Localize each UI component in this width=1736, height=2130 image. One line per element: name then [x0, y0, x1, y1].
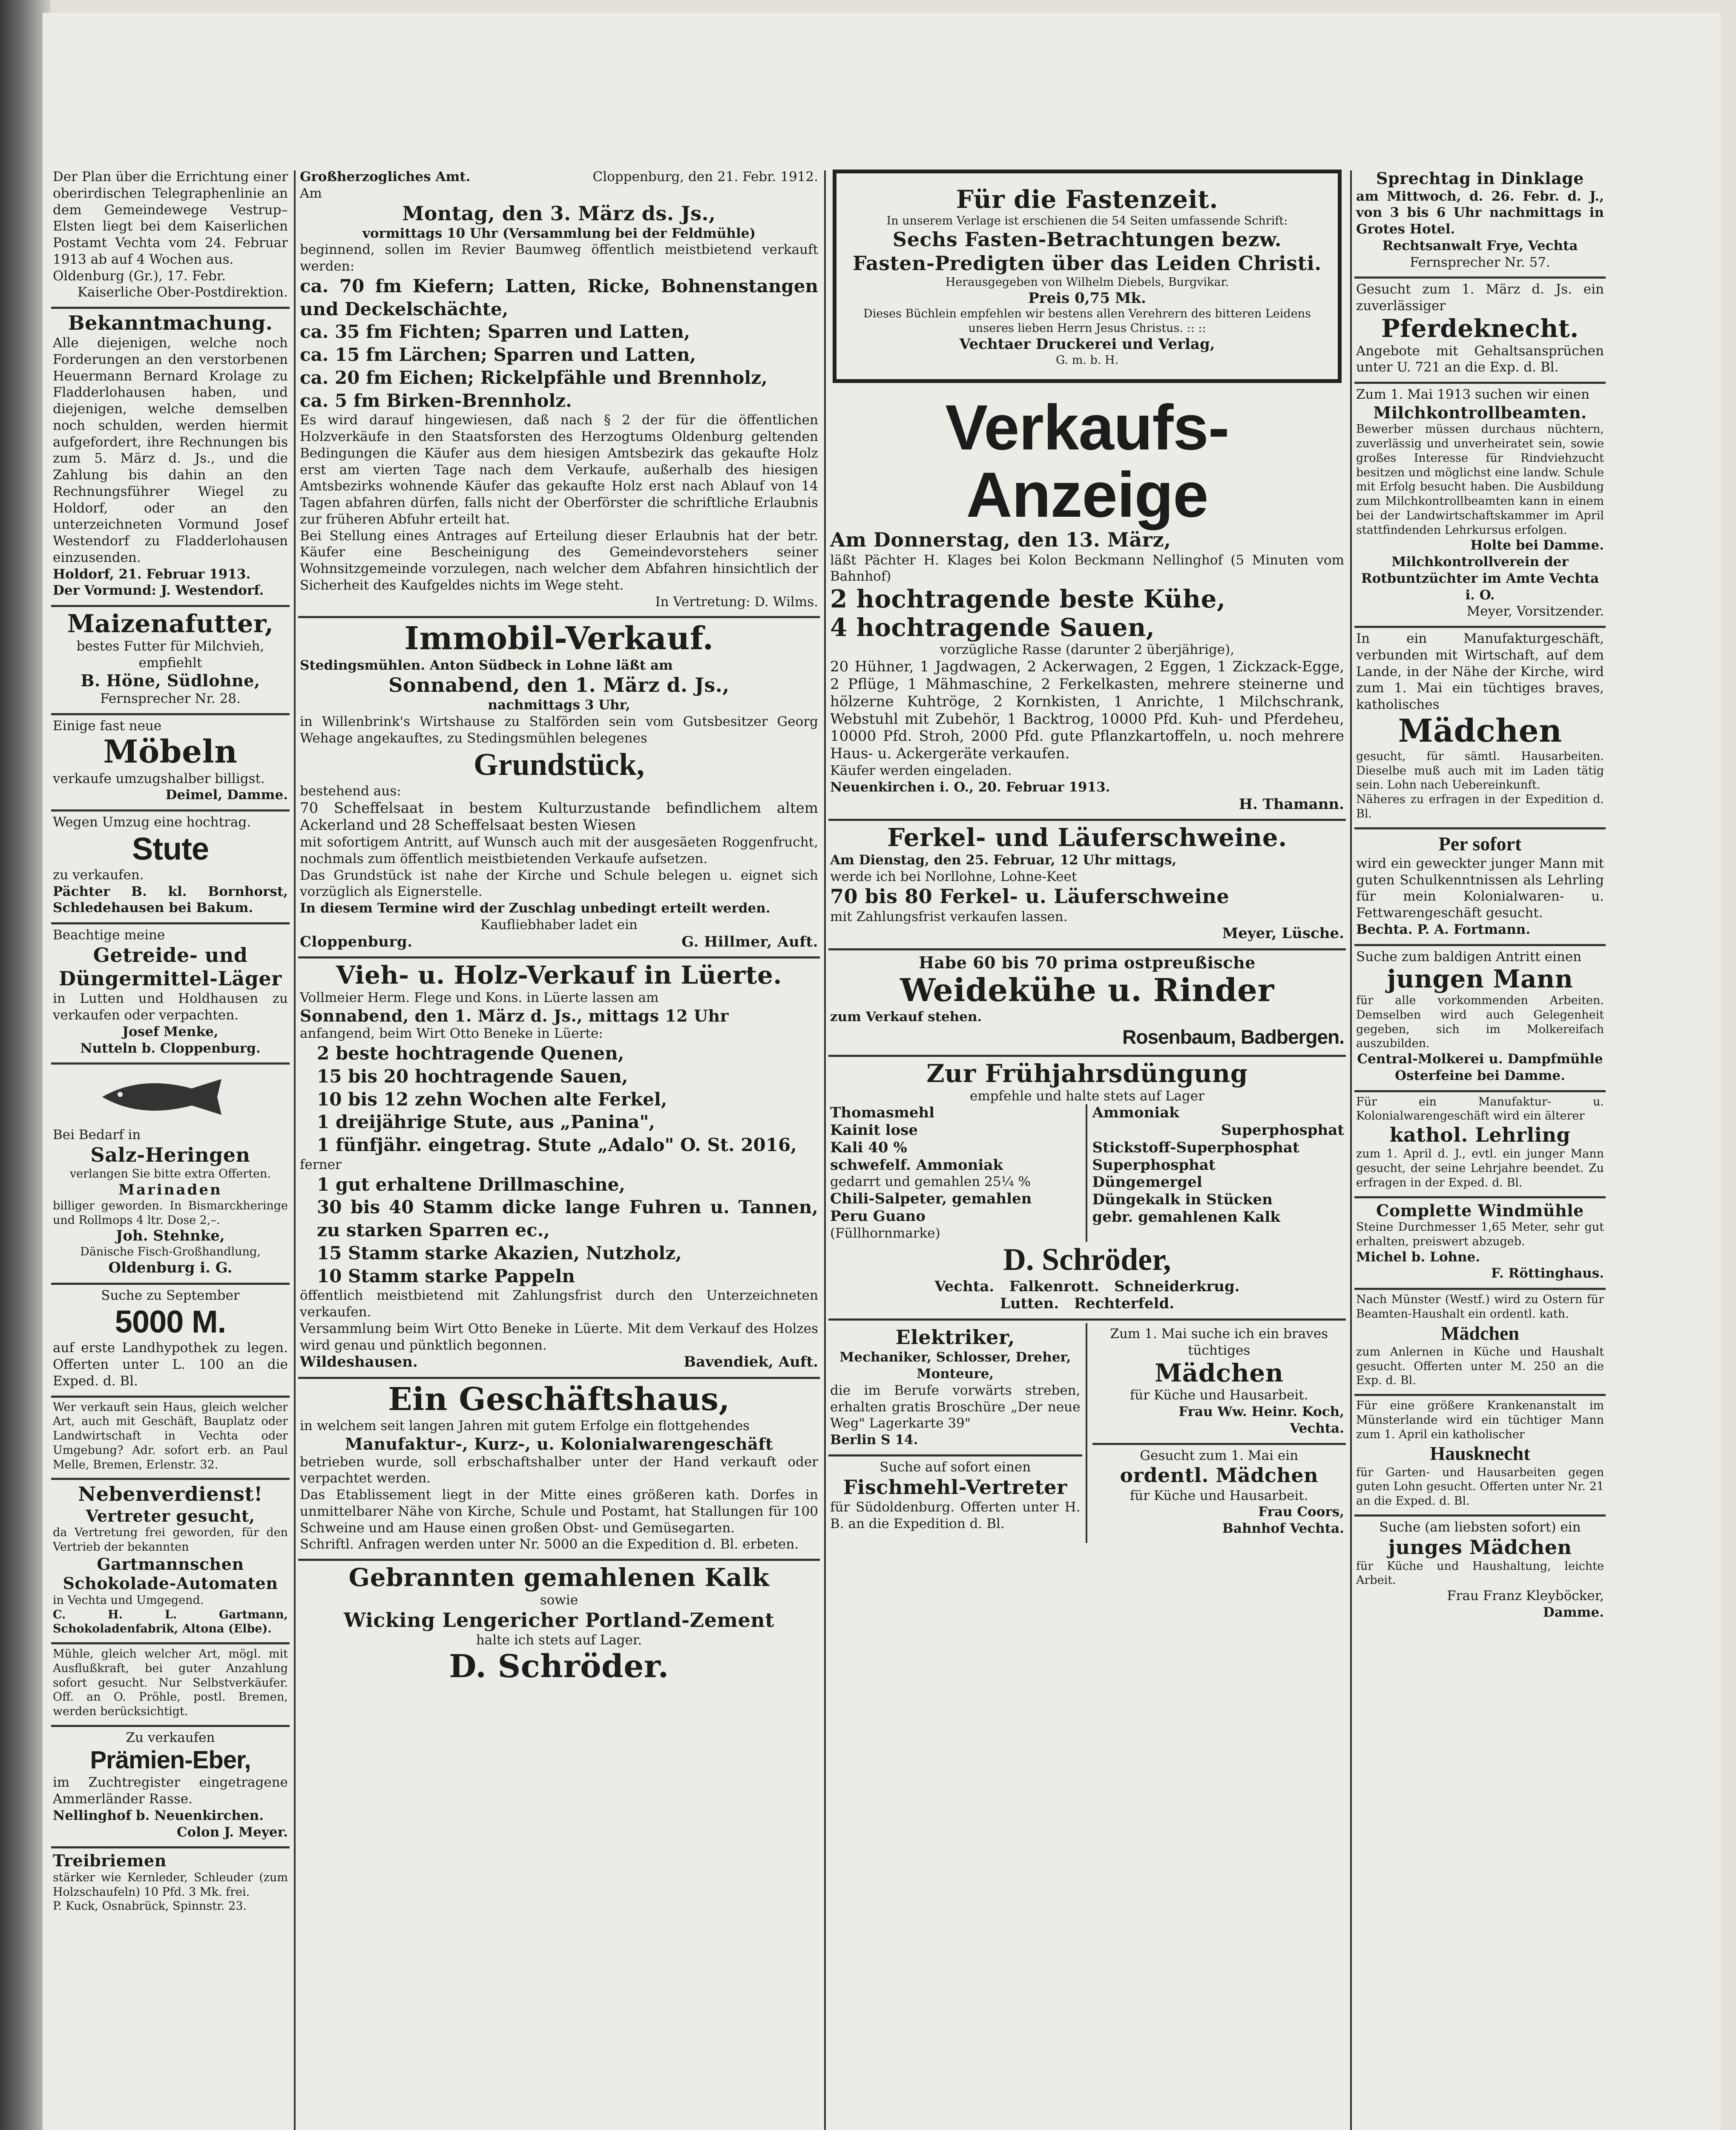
- ad-text: läßt Pächter H. Klages bei Kolon Beckmann Nellinghof (5 Minuten vom Bahnhof): [830, 552, 1344, 584]
- ad-sprechtag: [1354, 166, 1606, 279]
- ad-title: Sprechtag in Dinklage: [1376, 169, 1584, 188]
- ad-time: nachmittags 3 Uhr,: [488, 697, 630, 713]
- list-item: Düngemergel: [1092, 1174, 1202, 1191]
- ad-text: Dieses Büchlein empfehlen wir bestens allen Verehrern des bitteren Leidens unseres lieben Herrn Jesus Christus. :: ::: [863, 307, 1311, 335]
- ad-signature: H. Thamann.: [1239, 795, 1344, 813]
- ad-text: betrieben wurde, soll erbschaftshalber unter der Hand verkauft oder verpachtet werden.: [300, 1454, 818, 1486]
- ad-text: sowie: [540, 1592, 578, 1608]
- ad-money: [51, 1285, 290, 1398]
- ad-firm: Joh. Stehnke,: [116, 1227, 225, 1245]
- ad-pre: Gesucht zum 1. Mai ein: [1140, 1448, 1299, 1463]
- ad-fastenzeit: [833, 170, 1342, 383]
- ad-day: Am Donnerstag, den 13. März,: [830, 528, 1171, 552]
- ad-text: in welchem seit langen Jahren mit gutem Erfolge ein flottgehendes: [300, 1418, 750, 1434]
- ad-title: Zur Frühjahrsdüngung: [926, 1059, 1248, 1088]
- ad-place: Oldenburg i. G.: [108, 1259, 233, 1276]
- fertilizer-list: [830, 1104, 1344, 1241]
- ad-place: Oldenburg (Gr.), 17. Febr.: [53, 268, 226, 284]
- ad-haus: [51, 1398, 290, 1480]
- ad-day: Sonnabend, den 1. März d. Js., mittags 12 Uhr: [300, 1006, 729, 1025]
- ad-editor: Herausgegeben von Wilhelm Diebels, Burgvikar.: [945, 275, 1229, 289]
- ad-junges-maedchen: [1354, 1517, 1606, 1627]
- ad-places: Lutten. Rechterfeld.: [1000, 1295, 1175, 1313]
- ad-title: Für die Fastenzeit.: [956, 185, 1219, 214]
- column-2: [298, 166, 820, 2130]
- ad-text: anfangend, beim Wirt Otto Beneke in Lüerte:: [300, 1026, 603, 1042]
- ad-name: Colon J. Meyer.: [176, 1824, 288, 1840]
- ad-name: Josef Menke,: [122, 1024, 218, 1039]
- ad-weidekuehe: [828, 950, 1346, 1057]
- ad-text: vorzügliche Rasse (darunter 2 überjährige),: [940, 642, 1235, 658]
- ad-text: für Küche und Haushaltung, leichte Arbeit.: [1356, 1559, 1604, 1587]
- column-rule: [824, 170, 826, 2130]
- list-item: Peru Guano: [830, 1208, 925, 1225]
- ad-phone: Fernsprecher Nr. 57.: [1410, 254, 1550, 270]
- ad-heringe: [51, 1065, 290, 1284]
- ad-date: Holdorf, 21. Februar 1913.: [53, 566, 251, 582]
- ad-title: Verkaufs-Anzeige: [945, 391, 1229, 530]
- list-item: gedarrt und gemahlen 25¼ %: [830, 1174, 1031, 1190]
- ad-verkaufs-anzeige: [828, 391, 1346, 821]
- ad-moebeln: [51, 715, 290, 812]
- ad-title: Ferkel- und Läuferschweine.: [887, 823, 1287, 852]
- ad-place: Damme.: [1543, 1604, 1604, 1620]
- ad-subtitle: Vertreter gesucht,: [86, 1506, 255, 1526]
- ad-text: für Südoldenburg. Offerten unter H. B. an die Expedition d. Bl.: [830, 1499, 1081, 1531]
- ad-subtitle: Marinaden: [118, 1181, 222, 1198]
- list-item: 15 Stamm starke Akazien, Nutzholz,: [317, 1242, 682, 1264]
- ad-text: werde ich bei Norllohne, Lohne-Keet: [830, 869, 1077, 884]
- ad-title: Complette Windmühle: [1376, 1200, 1584, 1220]
- ad-time: vormittags 10 Uhr (Versammlung bei der Feldmühle): [362, 225, 756, 241]
- fertilizer-list-left: [830, 1104, 1082, 1241]
- ad-text: die im Berufe vorwärts streben, erhalten gratis Broschüre „Der neue Weg" Lagerkarte 39": [830, 1382, 1081, 1431]
- small-ads-left: [828, 1323, 1082, 1543]
- list-item: schwefelf. Ammoniak: [830, 1156, 1003, 1174]
- ad-title: jungen Mann: [1387, 964, 1573, 994]
- ad-text: empfehle und halte stets auf Lager: [970, 1088, 1204, 1104]
- ad-title: Pferdeknecht.: [1381, 314, 1579, 343]
- ad-subtitle: Mechaniker, Schlosser, Dreher, Monteure,: [839, 1350, 1071, 1382]
- ad-firm-desc: Dänische Fisch-Großhandlung,: [80, 1245, 261, 1259]
- ad-ordentl-maedchen: [1092, 1445, 1346, 1543]
- ad-lierte: [298, 958, 820, 1379]
- ad-pre: Suche auf sofort einen: [879, 1459, 1031, 1475]
- ad-text: verlangen Sie bitte extra Offerten.: [69, 1167, 271, 1181]
- ad-text: auf erste Landhypothek zu legen. Offerten unter L. 100 an die Exped. d. Bl.: [53, 1340, 288, 1389]
- ad-product: Wicking Lengericher Portland-Zement: [344, 1608, 774, 1632]
- ad-title: Möbeln: [103, 734, 238, 771]
- list-item: (Füllhornmarke): [830, 1225, 940, 1241]
- list-item: ca. 5 fm Birken-Brennholz.: [300, 390, 572, 411]
- list-item: Superphosphat: [1092, 1156, 1216, 1174]
- ad-title: Weidekühe u. Rinder: [900, 972, 1274, 1009]
- small-ads-row: [828, 1321, 1346, 1543]
- ad-geschaeftshaus: [298, 1379, 820, 1561]
- ad-title: Nebenverdienst!: [78, 1482, 263, 1506]
- ad-intro: Stedingsmühlen. Anton Südbeck in Lohne läßt am: [300, 657, 673, 673]
- ad-text: bestes Futter für Milchvieh, empfiehlt: [76, 638, 264, 671]
- ad-text: Am: [300, 185, 322, 201]
- ad-title: junges Mädchen: [1388, 1535, 1572, 1559]
- ad-pre: Bei Bedarf in: [53, 1127, 141, 1143]
- ad-name: D. Schröder.: [449, 1648, 669, 1685]
- ad-pre: Habe 60 bis 70 prima ostpreußische: [919, 953, 1256, 973]
- ad-maizena: [51, 607, 290, 715]
- ad-kalk: [298, 1561, 820, 1690]
- ad-title: Elektriker,: [895, 1326, 1015, 1349]
- ad-elektriker: [828, 1323, 1082, 1456]
- ad-junger-mann: [1354, 946, 1606, 1092]
- ad-text: Bei Stellung eines Antrages auf Erteilung dieser Erlaubnis hat der betr. Käufer eine Bescheinigung des Gemeindevorstehers seiner Wohnsitzgemeinde vorzulegen, nach welcher dem Abfahren hinsichtlich der Sicherheit des Kaufgeldes nichts im Wege steht.: [300, 528, 818, 593]
- ad-big-line: 4 hochtragende Sauen,: [830, 613, 1155, 642]
- ad-text: Der Plan über die Errichtung einer oberirdischen Telegraphenlinie an dem Gemeindewege Vestrup–Elsten liegt bei dem Kaiserlichen Postamt Vechta vom 24. Februar 1913 ab auf 4 Wochen aus.: [53, 169, 288, 267]
- ad-milchkontroll: [1354, 384, 1606, 628]
- ad-text: für alle vorkommenden Arbeiten. Demselben wird auch Gelegenheit gegeben, sich im Molkereifach auszubilden.: [1356, 994, 1604, 1051]
- fish-icon: [94, 1071, 247, 1123]
- ad-text: Nach Münster (Westf.) wird zu Ostern für Beamten-Haushalt ein ordentl. kath.: [1356, 1293, 1604, 1321]
- ad-name: F. Röttinghaus.: [1491, 1266, 1604, 1281]
- ad-title: Gebrannten gemahlenen Kalk: [348, 1563, 770, 1592]
- ad-pferdeknecht: [1354, 279, 1606, 384]
- ad-pre: Zu verkaufen: [126, 1730, 215, 1745]
- ad-place: Holte bei Damme.: [1470, 538, 1604, 553]
- ad-pre: Beachtige meine: [53, 927, 165, 943]
- ad-text: Näheres zu erfragen in der Expedition d. Bl.: [1356, 793, 1604, 820]
- column-4: [1354, 166, 1606, 2130]
- ad-place: Vechta.: [1290, 1420, 1344, 1436]
- ad-title: Stute: [132, 831, 209, 866]
- list-item: 10 Stamm starke Pappeln: [317, 1265, 575, 1287]
- ad-text: öffentlich meistbietend mit Zahlungsfrist durch den Unterzeichneten verkaufen.: [300, 1288, 818, 1320]
- ad-text: In ein Manufakturgeschäft, verbunden mit Wirtschaft, auf dem Lande, in der Nähe der Kirche, wird zum 1. Mai ein tüchtiges braves, katholisches: [1356, 631, 1604, 713]
- ad-title: Per sofort: [1438, 832, 1522, 855]
- small-ads-right: [1086, 1323, 1346, 1543]
- ad-firm-form: G. m. b. H.: [1055, 353, 1119, 367]
- ad-nebenverdienst: [51, 1480, 290, 1644]
- ad-place: Wildeshausen.: [300, 1353, 418, 1371]
- list-item: Ammoniak: [1092, 1104, 1179, 1122]
- ad-duengung: [828, 1057, 1346, 1321]
- ad-text: ferner: [300, 1157, 342, 1172]
- ad-title: Treibriemen: [53, 1851, 167, 1871]
- ad-text: billiger geworden. In Bismarckheringe und Rollmops 4 ltr. Dose 2,–.: [53, 1199, 288, 1227]
- ad-place: Michel b. Lohne.: [1356, 1249, 1480, 1265]
- ad-title: Hausknecht: [1430, 1442, 1530, 1465]
- ad-title: Getreide- und Düngermittel-Läger: [59, 943, 282, 990]
- ad-title: Maizenafutter,: [67, 609, 274, 639]
- ad-windmuehle: [1354, 1198, 1606, 1290]
- ad-ferkel: [828, 821, 1346, 950]
- fertilizer-list-right: [1086, 1104, 1345, 1241]
- ad-hausknecht: [1354, 1396, 1606, 1517]
- ad-title: Ein Geschäftshaus,: [388, 1381, 730, 1418]
- ad-head: Großherzogliches Amt.: [300, 169, 471, 184]
- ad-stute: [51, 812, 290, 924]
- ad-places: Vechta. Falkenrott. Schneiderkrug.: [934, 1278, 1240, 1295]
- ad-place: Bahnhof Vechta.: [1222, 1521, 1344, 1537]
- ad-title: Fischmehl-Vertreter: [843, 1475, 1067, 1499]
- ad-per-sofort: [1354, 829, 1606, 946]
- ad-title: Salz-Heringen: [90, 1143, 250, 1167]
- livestock-list: [300, 1042, 818, 1157]
- list-item: Kainit lose: [830, 1122, 918, 1139]
- ad-place: Nellinghof b. Neuenkirchen.: [53, 1808, 264, 1823]
- ad-telegraph-plan: [51, 166, 290, 309]
- ad-text: gesucht, für sämtl. Hausarbeiten. Dieselbe muß auch mit im Laden tätig sein. Lohn nach Uebereinkunft.: [1356, 749, 1604, 792]
- ad-pre: Gesucht zum 1. März d. Js. ein zuverlässiger: [1356, 282, 1604, 314]
- ad-book: Sechs Fasten-Betrachtungen bezw. Fasten-Predigten über das Leiden Christi.: [853, 228, 1322, 275]
- ad-amount: 5000 M.: [115, 1304, 226, 1340]
- ad-day: Montag, den 3. März ds. Js.,: [402, 201, 716, 225]
- column-rule: [294, 170, 296, 2130]
- ad-name: Frau Franz Kleyböcker,: [1447, 1588, 1604, 1604]
- ad-bekanntmachung: [51, 309, 290, 607]
- wood-list: [300, 275, 818, 412]
- ad-eber: [51, 1727, 290, 1848]
- ad-firm: Vechtaer Druckerei und Verlag,: [959, 335, 1215, 353]
- ad-title: Prämien-Eber,: [90, 1746, 251, 1774]
- ad-text: in Vechta und Umgegend.: [53, 1593, 204, 1607]
- ad-detail: 70 Scheffelsaat in bestem Kulturzustande befindlichem altem Ackerland und 28 Scheffelsaat besten Wiesen: [300, 799, 818, 834]
- ad-pre: Zum 1. Mai 1913 suchen wir einen: [1356, 387, 1589, 403]
- list-item: 1 fünfjähr. eingetrag. Stute „Adalo" O. St. 2016,: [317, 1134, 797, 1156]
- ad-text: Wer verkauft sein Haus, gleich welcher Art, auch mit Geschäft, Bauplatz oder Landwirtschaft in Vechta oder Umgebung? Adr. sofort erb. an Paul Melle, Bremen, Erlenstr. 32.: [53, 1400, 288, 1471]
- ad-title: Mädchen: [1398, 712, 1562, 749]
- ad-title: Milchkontrollbeamten.: [1373, 403, 1587, 422]
- ad-signature: Bavendiek, Auft.: [684, 1353, 818, 1371]
- ad-text: stärker wie Kernleder, Schleuder (zum Holzschaufeln) 10 Pfd. 3 Mk. frei.: [53, 1871, 288, 1899]
- ad-text: Alle diejenigen, welche noch Forderungen an den verstorbenen Heuermann Bernard Krolage zu Fladderlohausen haben, und diejenigen, welche demselben noch schulden, werden hiermit aufgefordert, ihre Rechnungen bis zum 5. März d. Js., und die Zahlung bis dahin an den Rechnungsführer Wiegel zu Holdorf, oder an den unterzeichneten Vormund Josef Westendorf zu Fladderlohausen einzusenden.: [53, 335, 288, 565]
- ad-signature: Central-Molkerei u. Dampfmühle Osterfeine bei Damme.: [1357, 1051, 1603, 1083]
- ad-phone: Fernsprecher Nr. 28.: [100, 691, 241, 706]
- ad-intro: In unserem Verlage ist erschienen die 54 Seiten umfassende Schrift:: [886, 214, 1288, 227]
- ad-place: Berlin S 14.: [830, 1432, 918, 1448]
- ad-text: in Lutten und Holdhausen zu verkaufen oder verpachten.: [53, 991, 288, 1023]
- list-item: Chili-Salpeter, gemahlen: [830, 1190, 1032, 1208]
- ad-signature: G. Hillmer, Auft.: [681, 933, 818, 950]
- ad-place: Cloppenburg.: [300, 933, 413, 950]
- ad-text: mit sofortigem Antritt, auf Wunsch auch mit der ausgesäeten Roggenfrucht, nochmals zum öffentlich meistbietenden Verkaufe aufsetzen.: [300, 835, 818, 866]
- ad-text: Das Etablissement liegt in der Mitte eines größeren kath. Dorfes in unmittelbarer Nähe von Kirche, Schule und Postamt, hat Stallungen für 100 Schweine und am Hause einen großen Obst- und Gemüsegarten.: [300, 1487, 818, 1536]
- ad-bold: In diesem Termine wird der Zuschlag unbedingt erteilt werden.: [300, 901, 770, 916]
- ad-name: Frau Coors,: [1258, 1504, 1344, 1520]
- ad-date: Cloppenburg, den 21. Febr. 1912.: [592, 169, 818, 184]
- ad-text: im Zuchtregister eingetragene Ammerländer Rasse.: [53, 1775, 288, 1807]
- ad-place: Nutteln b. Cloppenburg.: [80, 1040, 261, 1056]
- list-item: ca. 15 fm Lärchen; Sparren und Latten,: [300, 344, 696, 366]
- column-3: [828, 166, 1346, 2130]
- list-item: gebr. gemahlenen Kalk: [1092, 1209, 1280, 1226]
- ad-branch: Manufaktur-, Kurz-, u. Kolonialwarengeschäft: [345, 1434, 773, 1454]
- ad-sender: Kaiserliche Ober-Postdirektion.: [77, 285, 288, 300]
- wood-list: [300, 1173, 818, 1288]
- ad-fischmehl: [828, 1456, 1082, 1538]
- list-item: ca. 70 fm Kiefern; Latten, Ricke, Bohnenstangen und Deckelschächte,: [300, 275, 818, 320]
- ad-text: Schriftl. Anfragen werden unter Nr. 5000 an die Expedition d. Bl. erbeten.: [300, 1537, 799, 1552]
- ad-pre: Zum 1. Mai suche ich ein braves tüchtiges: [1110, 1326, 1328, 1358]
- ad-title: kathol. Lehrling: [1389, 1123, 1571, 1147]
- ad-pre: Für ein Manufaktur- u. Kolonialwarengeschäft wird ein älterer: [1356, 1095, 1604, 1123]
- ad-text: zu verkaufen.: [53, 867, 144, 883]
- ad-signature: Meyer, Lüsche.: [1222, 925, 1344, 942]
- ad-lager: [51, 924, 290, 1065]
- ad-muenster: [1354, 1290, 1606, 1396]
- list-item: ca. 20 fm Eichen; Rickelpfähle und Brennholz,: [300, 367, 767, 388]
- ad-signature: Der Vormund: J. Westendorf.: [53, 583, 264, 599]
- ad-org: Milchkontrollverein der Rotbuntzüchter im Amte Vechta i. O.: [1361, 554, 1599, 603]
- ad-signature: In Vertretung: D. Wilms.: [655, 594, 818, 610]
- list-item: 1 dreijährige Stute, aus „Panina",: [317, 1111, 655, 1133]
- ad-big-line: 2 hochtragende beste Kühe,: [830, 584, 1226, 614]
- ad-text: für Küche und Hausarbeit.: [1130, 1488, 1308, 1503]
- ad-text: Für eine größere Krankenanstalt im Münsterlande wird ein tüchtiger Mann zum 1. April ein katholischer: [1356, 1399, 1604, 1441]
- ad-product: Gartmannschen Schokolade-Automaten: [63, 1554, 278, 1593]
- ad-big-line: 70 bis 80 Ferkel- u. Läuferschweine: [830, 885, 1230, 908]
- ad-text: halte ich stets auf Lager.: [476, 1632, 642, 1648]
- ad-text: in Willenbrink's Wirtshause zu Stalförden sein vom Gutsbesitzer Georg Wehage angekauftes, zu Stedingsmühlen belegenes: [300, 714, 818, 746]
- ad-pre: Suche zu September: [101, 1287, 240, 1303]
- ad-pre: Einige fast neue: [53, 718, 162, 734]
- ad-text: Kaufliebhaber ladet ein: [480, 917, 638, 933]
- ad-text: zum Verkauf stehen.: [830, 1009, 982, 1025]
- list-item: Düngekalk in Stücken: [1092, 1191, 1273, 1209]
- list-item: Stickstoff-Superphosphat: [1092, 1139, 1299, 1156]
- ad-price: Preis 0,75 Mk.: [1028, 289, 1146, 307]
- ad-day: Am Dienstag, den 25. Februar, 12 Uhr mittags,: [830, 852, 1177, 868]
- ad-name: Pächter B. kl. Bornhorst, Schledehausen bei Bakum.: [53, 884, 288, 916]
- list-item: 1 gut erhaltene Drillmaschine,: [317, 1174, 625, 1195]
- ad-items: 20 Hühner, 1 Jagdwagen, 2 Ackerwagen, 2 Eggen, 1 Zickzack-Egge, 2 Pflüge, 1 Mähmaschine, 2 Ferkelkasten, mehrere steinerne und hölzerne Kuhtröge, 2 Kornkisten, 1 Anrichte, 1 Milchschrank, Webstuhl mit Zubehör, 1 Backtrog, 10000 Pfd. Kuh- und Pferdeheu, 10000 Pfd. Stroh, 2000 Pfd. gute Pflanzkartoffeln, u. noch mehrere Haus- u. Ackergeräte verkaufen.: [830, 658, 1344, 763]
- ad-text: beginnend, sollen im Revier Baumweg öffentlich meistbietend verkauft werden:: [300, 242, 818, 274]
- ad-text: Steine Durchmesser 1,65 Meter, sehr gut erhalten, preiswert abzugeb.: [1356, 1220, 1604, 1248]
- ad-name: Deimel, Damme.: [165, 787, 288, 803]
- ad-title: Immobil-Verkauf.: [404, 620, 714, 657]
- ad-text: zum 1. April d. J., evtl. ein junger Mann gesucht, der seine Lehrjahre beendet. Zu erfragen in der Exped. d. Bl.: [1356, 1147, 1604, 1189]
- ad-firm: C. H. L. Gartmann, Schokoladenfabrik, Altona (Elbe).: [53, 1608, 288, 1636]
- ad-text: wird ein geweckter junger Mann mit guten Schulkenntnissen als Lehrling für mein Kolonialwaren- u. Fettwarengeschäft gesucht.: [1356, 855, 1604, 921]
- ad-muehle: [51, 1644, 290, 1727]
- ad-text: für Küche und Hausarbeit.: [1130, 1387, 1308, 1403]
- ad-signature: Bechta. P. A. Fortmann.: [1356, 921, 1531, 937]
- ad-text: Käufer werden eingeladen.: [830, 763, 1012, 778]
- ad-signature: Rosenbaum, Badbergen.: [1122, 1025, 1344, 1048]
- list-item: 15 bis 20 hochtragende Sauen,: [317, 1065, 628, 1087]
- ad-text: Bewerber müssen durchaus nüchtern, zuverlässig und unverheiratet sein, sowie großes Interesse für Rindviehzucht besitzen und möglichst eine landw. Schule mit Erfolg besucht haben. Die Ausbildung zum Milchkontrollbeamten kann in einem bei der Landwirtschaftskammer im April stattfindenden Lehrkursus erfolgen.: [1356, 423, 1604, 537]
- ad-name: Rechtsanwalt Frye, Vechta: [1382, 238, 1578, 253]
- list-item: Superphosphat: [1221, 1122, 1344, 1139]
- ad-firm: P. Kuck, Osnabrück, Spinnstr. 23.: [53, 1900, 247, 1913]
- ad-pre: Suche (am liebsten sofort) ein: [1379, 1519, 1581, 1535]
- ad-title: Vieh- u. Holz-Verkauf in Lüerte.: [336, 961, 782, 990]
- list-item: ca. 35 fm Fichten; Sparren und Latten,: [300, 321, 690, 343]
- ad-text: Angebote mit Gehaltsansprüchen unter U. 721 an die Exp. d. Bl.: [1356, 343, 1604, 375]
- ad-name: D. Schröder,: [1003, 1242, 1171, 1277]
- ad-maedchen-koch: [1092, 1323, 1346, 1445]
- ad-place: Neuenkirchen i. O., 20. Februar 1913.: [830, 779, 1110, 795]
- ad-text: Das Grundstück ist nahe der Kirche und Schule belegen u. eignet sich vorzüglich als Eignerstelle.: [300, 867, 818, 900]
- ad-text: Es wird darauf hingewiesen, daß nach § 2 der für die öffentlichen Holzverkäufe in den Staatsforsten des Herzogtums Oldenburg geltenden Bedingungen die Käufer aus dem hiesigen Amtsbezirk das gekaufte Holz erst am vierten Tage nach dem Verkaufe, außerhalb des hiesigen Amtsbezirks wohnende Käufer das gekaufte Holz erst nach Ablauf von 14 Tagen abfahren dürfen, falls nicht der Oberförster die schriftliche Erlaubnis zur früheren Abfuhr erteilt hat.: [300, 412, 818, 527]
- ad-text: verkaufe umzugshalber billigst.: [53, 771, 265, 786]
- ad-text: mit Zahlungsfrist verkaufen lassen.: [830, 909, 1068, 924]
- ad-text: für Garten- und Hausarbeiten gegen guten Lohn gesucht. Offerten unter Nr. 21 an die Exped. d. Bl.: [1356, 1465, 1604, 1508]
- ad-text: zum Anlernen in Küche und Haushalt gesucht. Offerten unter M. 250 an die Exp. d. Bl.: [1356, 1345, 1604, 1387]
- ad-title: Mädchen: [1155, 1358, 1284, 1387]
- ad-text: bestehend aus:: [300, 783, 401, 799]
- ad-treibriemen: [51, 1848, 290, 1920]
- ad-pre: Wegen Umzug eine hochtrag.: [53, 815, 251, 830]
- list-item: 2 beste hochtragende Quenen,: [317, 1043, 624, 1064]
- ad-text: Versammlung beim Wirt Otto Beneke in Lüerte. Mit dem Verkauf des Holzes wird genau und pünktlich begonnen.: [300, 1321, 818, 1353]
- ad-day: Sonnabend, den 1. März d. Js.,: [388, 674, 730, 697]
- ad-title: ordentl. Mädchen: [1120, 1464, 1319, 1487]
- list-item: 10 bis 12 zehn Wochen alte Ferkel,: [317, 1088, 667, 1110]
- ad-intro: Vollmeier Herm. Flege und Kons. in Lüerte lassen am: [300, 990, 659, 1006]
- list-item: Kali 40 %: [830, 1139, 907, 1156]
- ad-pre: Suche zum baldigen Antritt einen: [1356, 949, 1582, 964]
- column-1: [51, 166, 290, 2130]
- ad-immobil: [298, 618, 820, 958]
- ad-firm: B. Höne, Südlohne,: [80, 671, 260, 691]
- column-rule: [1350, 170, 1352, 2130]
- list-item: Thomasmehl: [830, 1104, 935, 1122]
- ad-title: Mädchen: [1441, 1322, 1519, 1344]
- ad-object: Grundstück,: [474, 747, 644, 782]
- ad-holzverkauf-amt: [298, 166, 820, 618]
- list-item: 30 bis 40 Stamm dicke lange Fuhren u. Tannen, zu starken Sparren ec.,: [317, 1197, 818, 1241]
- ad-text: da Vertretung frei geworden, für den Vertrieb der bekannten: [53, 1526, 288, 1554]
- ad-title: Bekanntmachung.: [68, 311, 273, 334]
- ad-text: Mühle, gleich welcher Art, mögl. mit Ausflußkraft, bei guter Anzahlung sofort gesucht. Nur Selbstverkäufer. Off. an O. Pröhle, postl. Bremen, werden berücksichtigt.: [53, 1647, 288, 1718]
- ad-lehrling: [1354, 1092, 1606, 1198]
- ad-maedchen-manufaktur: [1354, 628, 1606, 829]
- ad-name: Frau Ww. Heinr. Koch,: [1178, 1404, 1344, 1420]
- ad-text: am Mittwoch, d. 26. Febr. d. J., von 3 bis 6 Uhr nachmittags in Grotes Hotel.: [1356, 188, 1604, 237]
- ad-name: Meyer, Vorsitzender.: [1466, 604, 1604, 619]
